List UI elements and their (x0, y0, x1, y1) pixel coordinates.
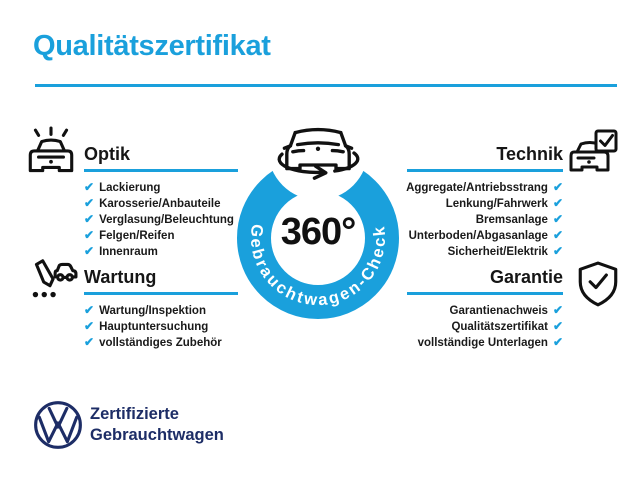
check-icon: ✔ (552, 228, 563, 243)
technik-checklist (406, 180, 563, 260)
check-icon: ✔ (84, 319, 95, 334)
optik-underline (84, 169, 238, 172)
section-title-wartung: Wartung (84, 267, 157, 287)
vw-logo (32, 399, 84, 451)
list-item: Unterboden/Abgasanlage ✔ (408, 228, 563, 243)
ring-curved-label: Gebrauchtwagen-Check (246, 223, 390, 310)
section-title-garantie: Garantie (489, 267, 563, 287)
check-icon: ✔ (552, 180, 563, 194)
check-icon: ✔ (84, 303, 95, 317)
list-item: Bremsanlage ✔ (475, 212, 563, 227)
check-icon: ✔ (552, 244, 563, 259)
check-icon: ✔ (552, 335, 563, 350)
list-item: ✔ Verglasung/Beleuchtung (84, 212, 234, 227)
header-divider (35, 84, 617, 87)
check-icon: ✔ (552, 303, 563, 317)
check-icon: ✔ (84, 244, 95, 259)
list-item: Qualitätszertifikat ✔ (451, 319, 563, 334)
wordmark-line-1: Zertifizierte (90, 405, 179, 423)
list-item: ✔ Karosserie/Anbauteile (84, 196, 221, 211)
section-title-optik: Optik (84, 144, 131, 164)
garantie-underline (407, 292, 563, 295)
technik-underline (407, 169, 563, 172)
wartung-checklist (84, 303, 222, 351)
list-item: Lenkung/Fahrwerk ✔ (445, 196, 563, 211)
list-item: ✔ Lackierung (84, 180, 161, 194)
list-item: ✔ Hauptuntersuchung (84, 319, 209, 334)
degrees-label: 360° (280, 211, 356, 253)
technik-car-checkbox-icon (564, 128, 620, 180)
check-icon: ✔ (552, 212, 563, 227)
list-item: Garantienachweis ✔ (449, 303, 563, 317)
wartung-underline (84, 292, 238, 295)
list-item: Aggregate/Antriebsstrang ✔ (406, 180, 563, 194)
certified-used-cars-wordmark (90, 404, 224, 446)
optik-car-shine-icon (22, 124, 80, 184)
optik-checklist (84, 180, 234, 260)
wordmark-line-2: Gebrauchtwagen (90, 426, 224, 444)
check-icon: ✔ (84, 228, 95, 243)
check-icon: ✔ (84, 335, 95, 350)
360-check-badge (225, 95, 415, 335)
list-item: vollständige Unterlagen ✔ (417, 335, 563, 350)
check-icon: ✔ (552, 319, 563, 334)
check-icon: ✔ (84, 212, 95, 227)
page-title: Qualitätszertifikat (33, 30, 271, 62)
check-icon: ✔ (552, 196, 563, 211)
list-item: ✔ vollständiges Zubehör (84, 335, 222, 350)
garantie-checklist (418, 303, 563, 351)
list-item: Sicherheit/Elektrik ✔ (447, 244, 563, 259)
list-item: ✔ Felgen/Reifen (84, 228, 175, 243)
section-title-technik: Technik (496, 144, 563, 164)
check-icon: ✔ (84, 196, 95, 211)
wartung-inspection-icon (24, 254, 78, 306)
check-icon: ✔ (84, 180, 95, 194)
list-item: ✔ Innenraum (84, 244, 158, 259)
garantie-shield-icon (574, 258, 622, 314)
list-item: ✔ Wartung/Inspektion (84, 303, 206, 317)
